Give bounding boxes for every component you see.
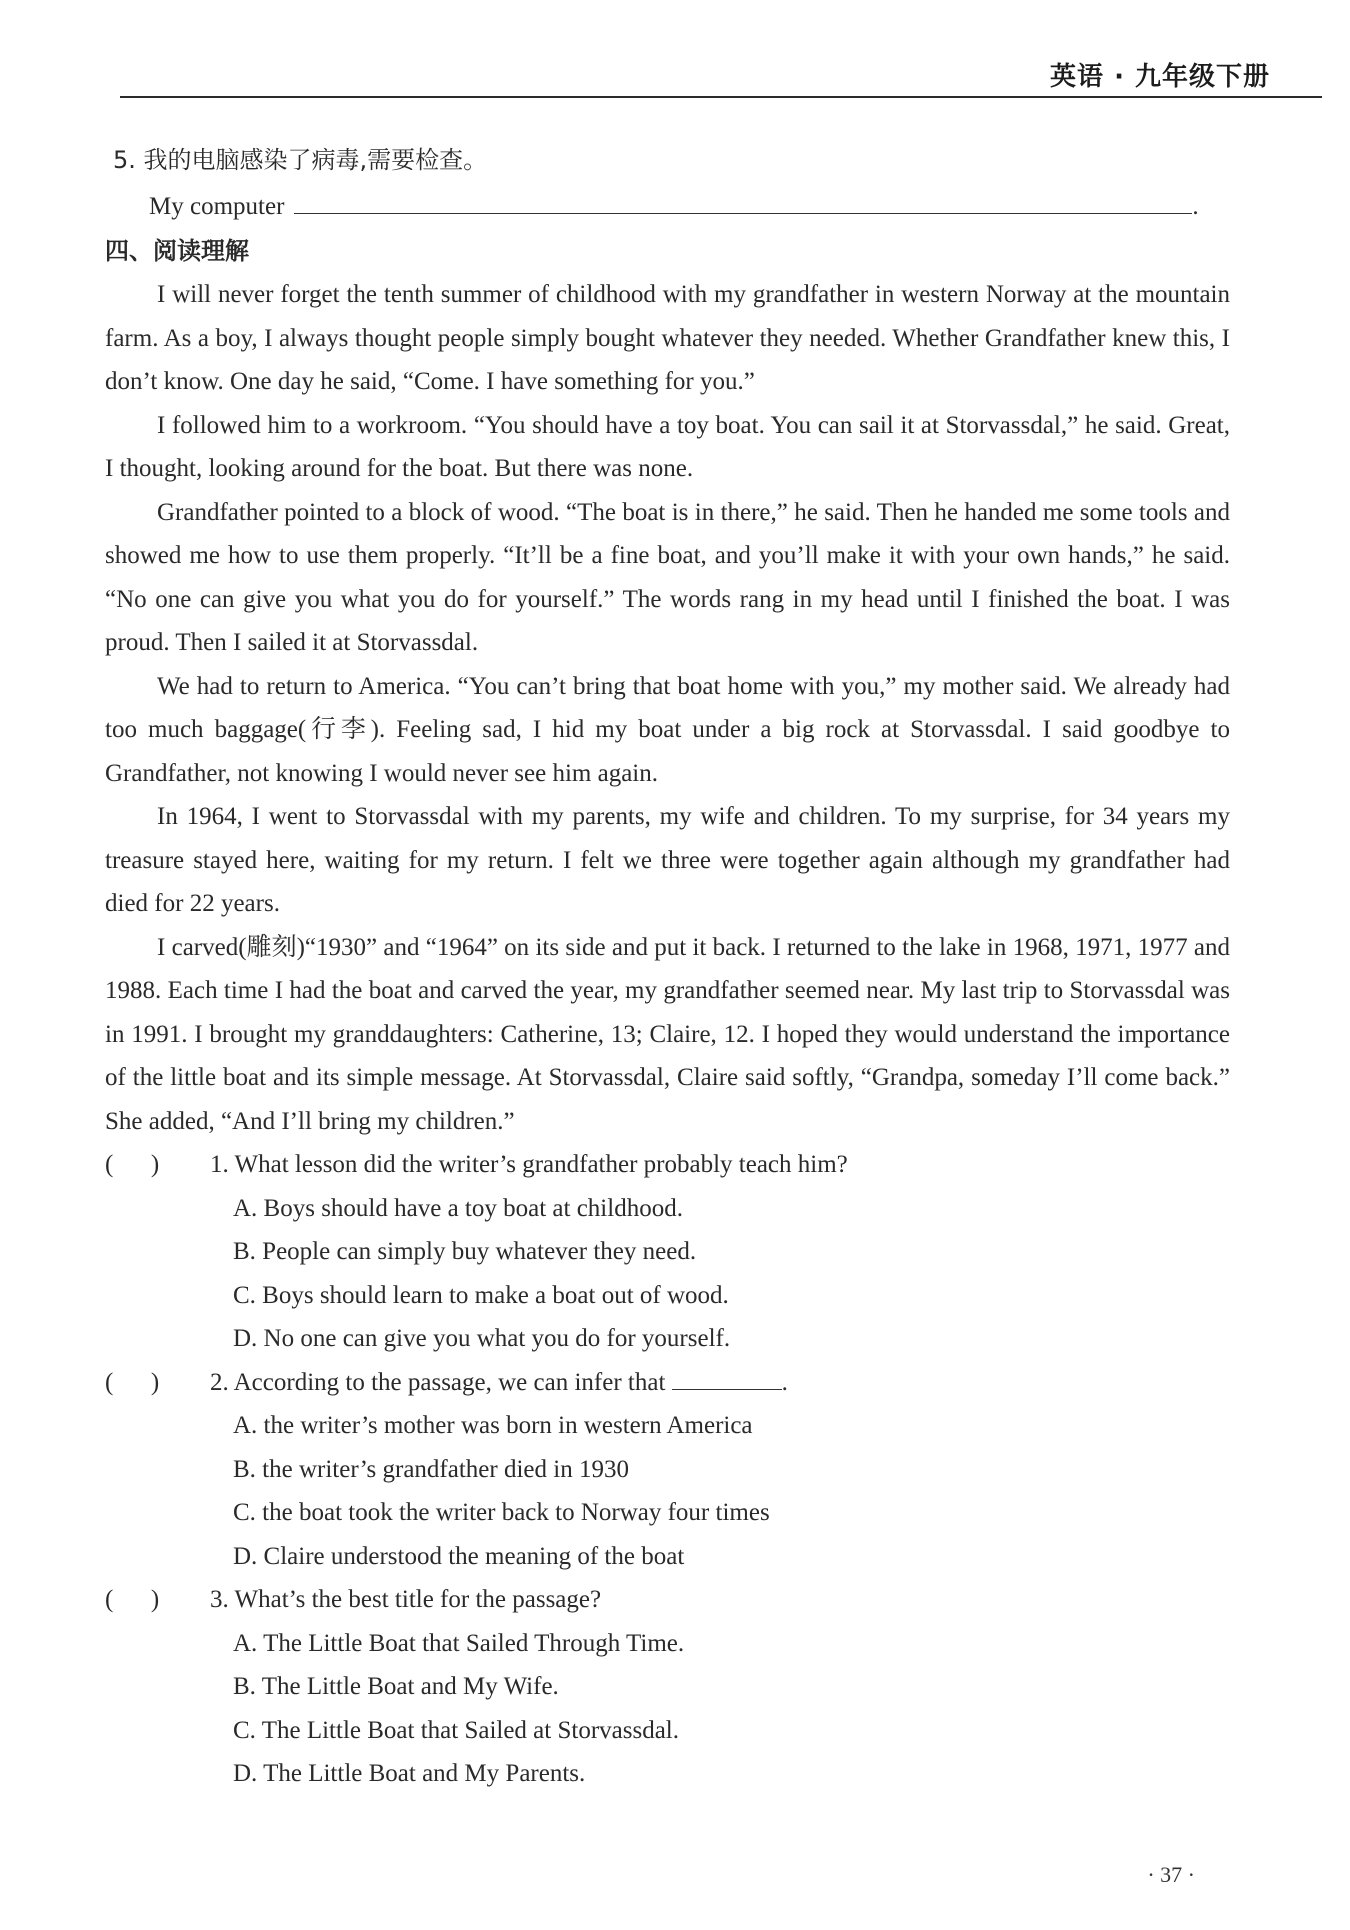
question-stem: 3. What’s the best title for the passage? bbox=[210, 1586, 602, 1613]
translation-question-5 bbox=[105, 138, 1230, 183]
question-stem-row bbox=[105, 1578, 1230, 1622]
passage-paragraph: We had to return to America. “You can’t bring that boat home with you,” my mother said. We already had too much baggage(行李). Feeling sad, I hid my boat under a big rock at Storvassdal. I said goodbye to Grandfather, not knowing I would never see him again. bbox=[105, 672, 1230, 787]
fill-in-blank[interactable] bbox=[672, 1363, 782, 1390]
question-5-answer-line bbox=[105, 183, 1230, 229]
question-stem: 2. According to the passage, we can infer that bbox=[210, 1368, 666, 1396]
question-stem-suffix: . bbox=[781, 1368, 788, 1396]
question-5-prompt: 5. 我的电脑感染了病毒,需要检查。 bbox=[113, 146, 488, 174]
question-3 bbox=[105, 1578, 1230, 1796]
answer-option[interactable]: A. The Little Boat that Sailed Through Time. bbox=[233, 1629, 685, 1657]
question-stem-wrap bbox=[210, 1361, 1230, 1405]
question-5-answer-suffix: . bbox=[1192, 193, 1199, 220]
book-title: 英语 · 九年级下册 bbox=[1050, 62, 1270, 92]
answer-option[interactable]: D. No one can give you what you do for yourself. bbox=[233, 1325, 731, 1352]
answer-option[interactable]: B. the writer’s grandfather died in 1930 bbox=[233, 1455, 629, 1483]
question-5-answer-blank[interactable] bbox=[294, 183, 1192, 214]
answer-bracket[interactable]: ( ) bbox=[105, 1368, 160, 1396]
answer-option[interactable]: B. People can simply buy whatever they need. bbox=[233, 1238, 697, 1265]
section-title: 四、阅读理解 bbox=[105, 237, 249, 265]
passage-paragraph: I will never forget the tenth summer of childhood with my grandfather in western Norway at the mountain farm. As a boy, I always thought people simply bought whatever they needed. Whether Grandfather knew this, I don’t know. One day he said, “Come. I have something for you.” bbox=[105, 281, 1230, 395]
answer-bracket[interactable]: ( ) bbox=[105, 1151, 160, 1178]
answer-option[interactable]: C. Boys should learn to make a boat out of wood. bbox=[233, 1281, 729, 1309]
passage-paragraph: In 1964, I went to Storvassdal with my parents, my wife and children. To my surprise, for 34 years my treasure stayed here, waiting for my return. I felt we three were together again although my grandfather had died for 22 years. bbox=[105, 803, 1230, 917]
answer-option[interactable]: A. the writer’s mother was born in western America bbox=[233, 1412, 753, 1439]
answer-option[interactable]: C. the boat took the writer back to Norway four times bbox=[233, 1499, 770, 1526]
question-2 bbox=[105, 1361, 1230, 1579]
page-content bbox=[105, 138, 1230, 1796]
answer-option[interactable]: A. Boys should have a toy boat at childhood. bbox=[233, 1194, 683, 1222]
question-stem-row bbox=[105, 1361, 1230, 1405]
passage-paragraph: I followed him to a workroom. “You should have a toy boat. You can sail it at Storvassdal,” he said. Great, I thought, looking around for the boat. But there was none. bbox=[105, 411, 1230, 482]
page-number: · 37 · bbox=[1147, 1862, 1195, 1887]
reading-passage bbox=[105, 273, 1230, 1143]
passage-paragraph: Grandfather pointed to a block of wood. “The boat is in there,” he said. Then he handed me some tools and showed me how to use them properly. “It’ll be a fine boat, and you’ll make it with your own hands,” he said. “No one can give you what you do for yourself.” The words rang in my head until I finished the boat. I was proud. Then I sailed it at Storvassdal. bbox=[105, 498, 1230, 656]
header-divider bbox=[120, 96, 1322, 98]
question-stem-row bbox=[105, 1143, 1230, 1187]
question-1 bbox=[105, 1143, 1230, 1361]
answer-option[interactable]: C. The Little Boat that Sailed at Storvassdal. bbox=[233, 1716, 679, 1744]
question-stem: 1. What lesson did the writer’s grandfather probably teach him? bbox=[210, 1151, 848, 1178]
answer-option[interactable]: D. Claire understood the meaning of the boat bbox=[233, 1542, 685, 1570]
question-5-answer-prefix: My computer bbox=[149, 193, 285, 220]
passage-paragraph: I carved(雕刻)“1930” and “1964” on its side and put it back. I returned to the lake in 1968, 1971, 1977 and 1988. Each time I had the boat and carved the year, my grandfather seemed near. My last trip to Storvassdal was in 1991. I brought my granddaughters: Catherine, 13; Claire, 12. I hoped they would understand the importance of the little boat and its simple message. At Storvassdal, Claire said softly, “Grandpa, someday I’ll come back.” She added, “And I’ll bring my children.” bbox=[105, 933, 1230, 1135]
answer-bracket[interactable]: ( ) bbox=[105, 1586, 160, 1613]
answer-option[interactable]: D. The Little Boat and My Parents. bbox=[233, 1760, 586, 1787]
answer-option[interactable]: B. The Little Boat and My Wife. bbox=[233, 1673, 559, 1700]
